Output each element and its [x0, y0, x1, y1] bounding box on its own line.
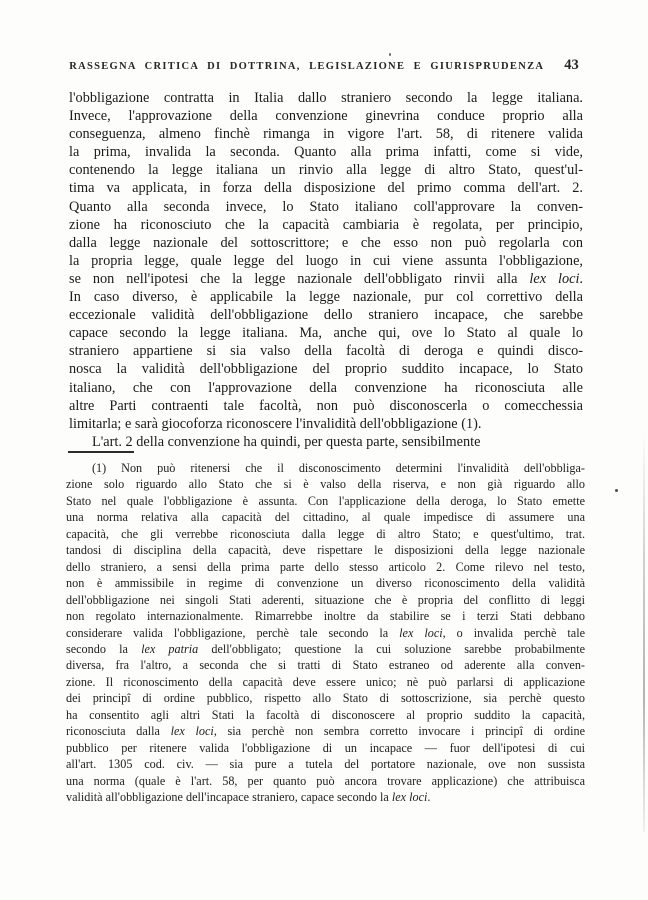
text-line: conseguenza, almeno finchè rimanga in vigore l'art. 58, di ritenere valida: [69, 126, 583, 143]
text-line: zione. Il riconoscimento della capacità deve essere unico; nè può parlarsi di applicazione: [66, 674, 585, 689]
text-line: la prima, invalida la seconda. Quanto alla prima infatti, come si vide,: [69, 144, 583, 161]
text-line: non regolato internazionalmente. Rimarrebbe inoltre da stabilire se i terzi Stati debbano: [66, 609, 585, 624]
text-line: pubblico per ritenere valida l'obbligazione di un incapace — fuor dell'ipotesi di cui: [66, 740, 585, 755]
text-line: dello straniero, a sensi della prima parte dello stesso articolo 2. Come rilevo nel testo,: [66, 559, 585, 574]
text-line: validità all'obbligazione dell'incapace straniero, capace secondo la lex loci.: [66, 790, 431, 805]
text-line: eccezionale validità dell'obbligazione dello straniero incapace, che sarebbe: [69, 307, 583, 324]
text-line: capace secondo la legge italiana. Ma, anche qui, ove lo Stato al quale lo: [69, 325, 583, 342]
text-line: straniero appartiene si sia valso della facoltà di deroga e quindi disco-: [69, 343, 583, 360]
text-line: all'art. 1305 cod. civ. — sia pure a tutela del portatore nazionale, ove non sussista: [66, 757, 585, 772]
text-line: riconosciuta dalla lex loci, sia perchè non sembra corretto invocare i principî di ordine: [66, 724, 586, 739]
text-line: L'art. 2 della convenzione ha quindi, per questa parte, sensibilmente: [92, 433, 481, 450]
text-line: tandosi di disciplina della capacità, deve rispettare le disposizioni della legge nazionale: [66, 543, 585, 558]
text-line: considerare valida l'obbligazione, perchè tale secondo la lex loci, o invalida perchè tale: [66, 625, 585, 640]
text-line: zione solo riguardo allo Stato che si è valso della riserva, e non già riguardo allo: [66, 477, 585, 492]
text-line: secondo la lex patria dell'obbligato; questione la cui soluzione sarebbe probabilmente: [66, 641, 585, 656]
text-line: se non nell'ipotesi che la legge nazionale dell'obbligato rinvii alla lex loci.: [69, 270, 583, 287]
page-number: 43: [564, 57, 579, 73]
footnote-divider: [68, 451, 134, 453]
text-line: (1) Non può ritenersi che il disconoscimento determini l'invalidità dell'obbliga-: [92, 461, 585, 475]
text-line: una norma (quale è l'art. 58, per quanto può ancora trovare applicazione) che attribuisca: [66, 773, 585, 788]
text-line: contenendo la legge italiana un rinvio alla legge di altro Stato, quest'ul-: [69, 162, 583, 179]
page-header: [0, 57, 648, 74]
page-edge-shadow: [643, 430, 645, 832]
text-line: zione ha riconosciuto che la capacità cambiaria è regolata, per principio,: [69, 216, 583, 233]
running-title: RASSEGNA CRITICA DI DOTTRINA, LEGISLAZIONE E GIURISPRUDENZA: [69, 61, 545, 72]
text-line: italiano, che con l'approvazione della convenzione ha riconosciuta alle: [69, 379, 583, 396]
text-line: dalla legge nazionale del sottoscrittore; e che esso non può regolarla con: [69, 234, 583, 251]
text-line: Quanto alla seconda invece, lo Stato italiano coll'approvare la conven-: [69, 198, 583, 215]
footnote-text: [66, 460, 585, 806]
main-text: [69, 89, 583, 451]
text-line: una norma relativa alla capacità del cittadino, al quale impedisce di assumere una: [66, 510, 585, 525]
ink-speck: [389, 53, 391, 56]
text-line: diversa, fra l'altro, a seconda che si tratti di Stato estraneo od aderente alla conven-: [66, 658, 585, 673]
text-line: altre Parti contraenti tale facoltà, non può disconoscerla o comecchessia: [69, 397, 583, 414]
text-line: limitarla; e sarà giocoforza riconoscere l'invalidità dell'obbligazione (1).: [69, 415, 482, 432]
text-line: In caso diverso, è applicabile la legge nazionale, pur col correttivo della: [69, 289, 583, 306]
text-line: dei principî di ordine pubblico, rispetto allo Stato di sottoscrizione, sia perchè questo: [66, 691, 585, 706]
text-line: non è ammissibile in regime di convenzione un diverso riconoscimento della validità: [66, 576, 585, 591]
text-line: Invece, l'approvazione della convenzione ginevrina conduce proprio alla: [69, 108, 583, 125]
text-line: nosca la validità dell'obbligazione del proprio suddito incapace, lo Stato: [69, 361, 583, 378]
text-line: la propria legge, quale legge del luogo in cui viene assunta l'obbligazione,: [69, 252, 583, 269]
text-line: tima va applicata, in forza della disposizione del primo comma dell'art. 2.: [69, 180, 583, 197]
text-line: capacità, che gli verrebbe riconosciuta dalla legge di altro Stato; e quest'ultimo, trat.: [66, 526, 585, 541]
text-line: dell'obbligazione nei singoli Stati aderenti, situazione che è propria del conflitto di leggi: [66, 592, 585, 607]
text-line: Stato nel quale l'obbligazione è assunta. Con l'applicazione della deroga, lo Stato emette: [66, 493, 585, 508]
ink-speck: [615, 489, 618, 492]
text-line: ha consentito agli altri Stati la facoltà di disconoscere al proprio suddito la capacità,: [66, 707, 585, 722]
text-line: l'obbligazione contratta in Italia dallo straniero secondo la legge italiana.: [69, 90, 583, 106]
